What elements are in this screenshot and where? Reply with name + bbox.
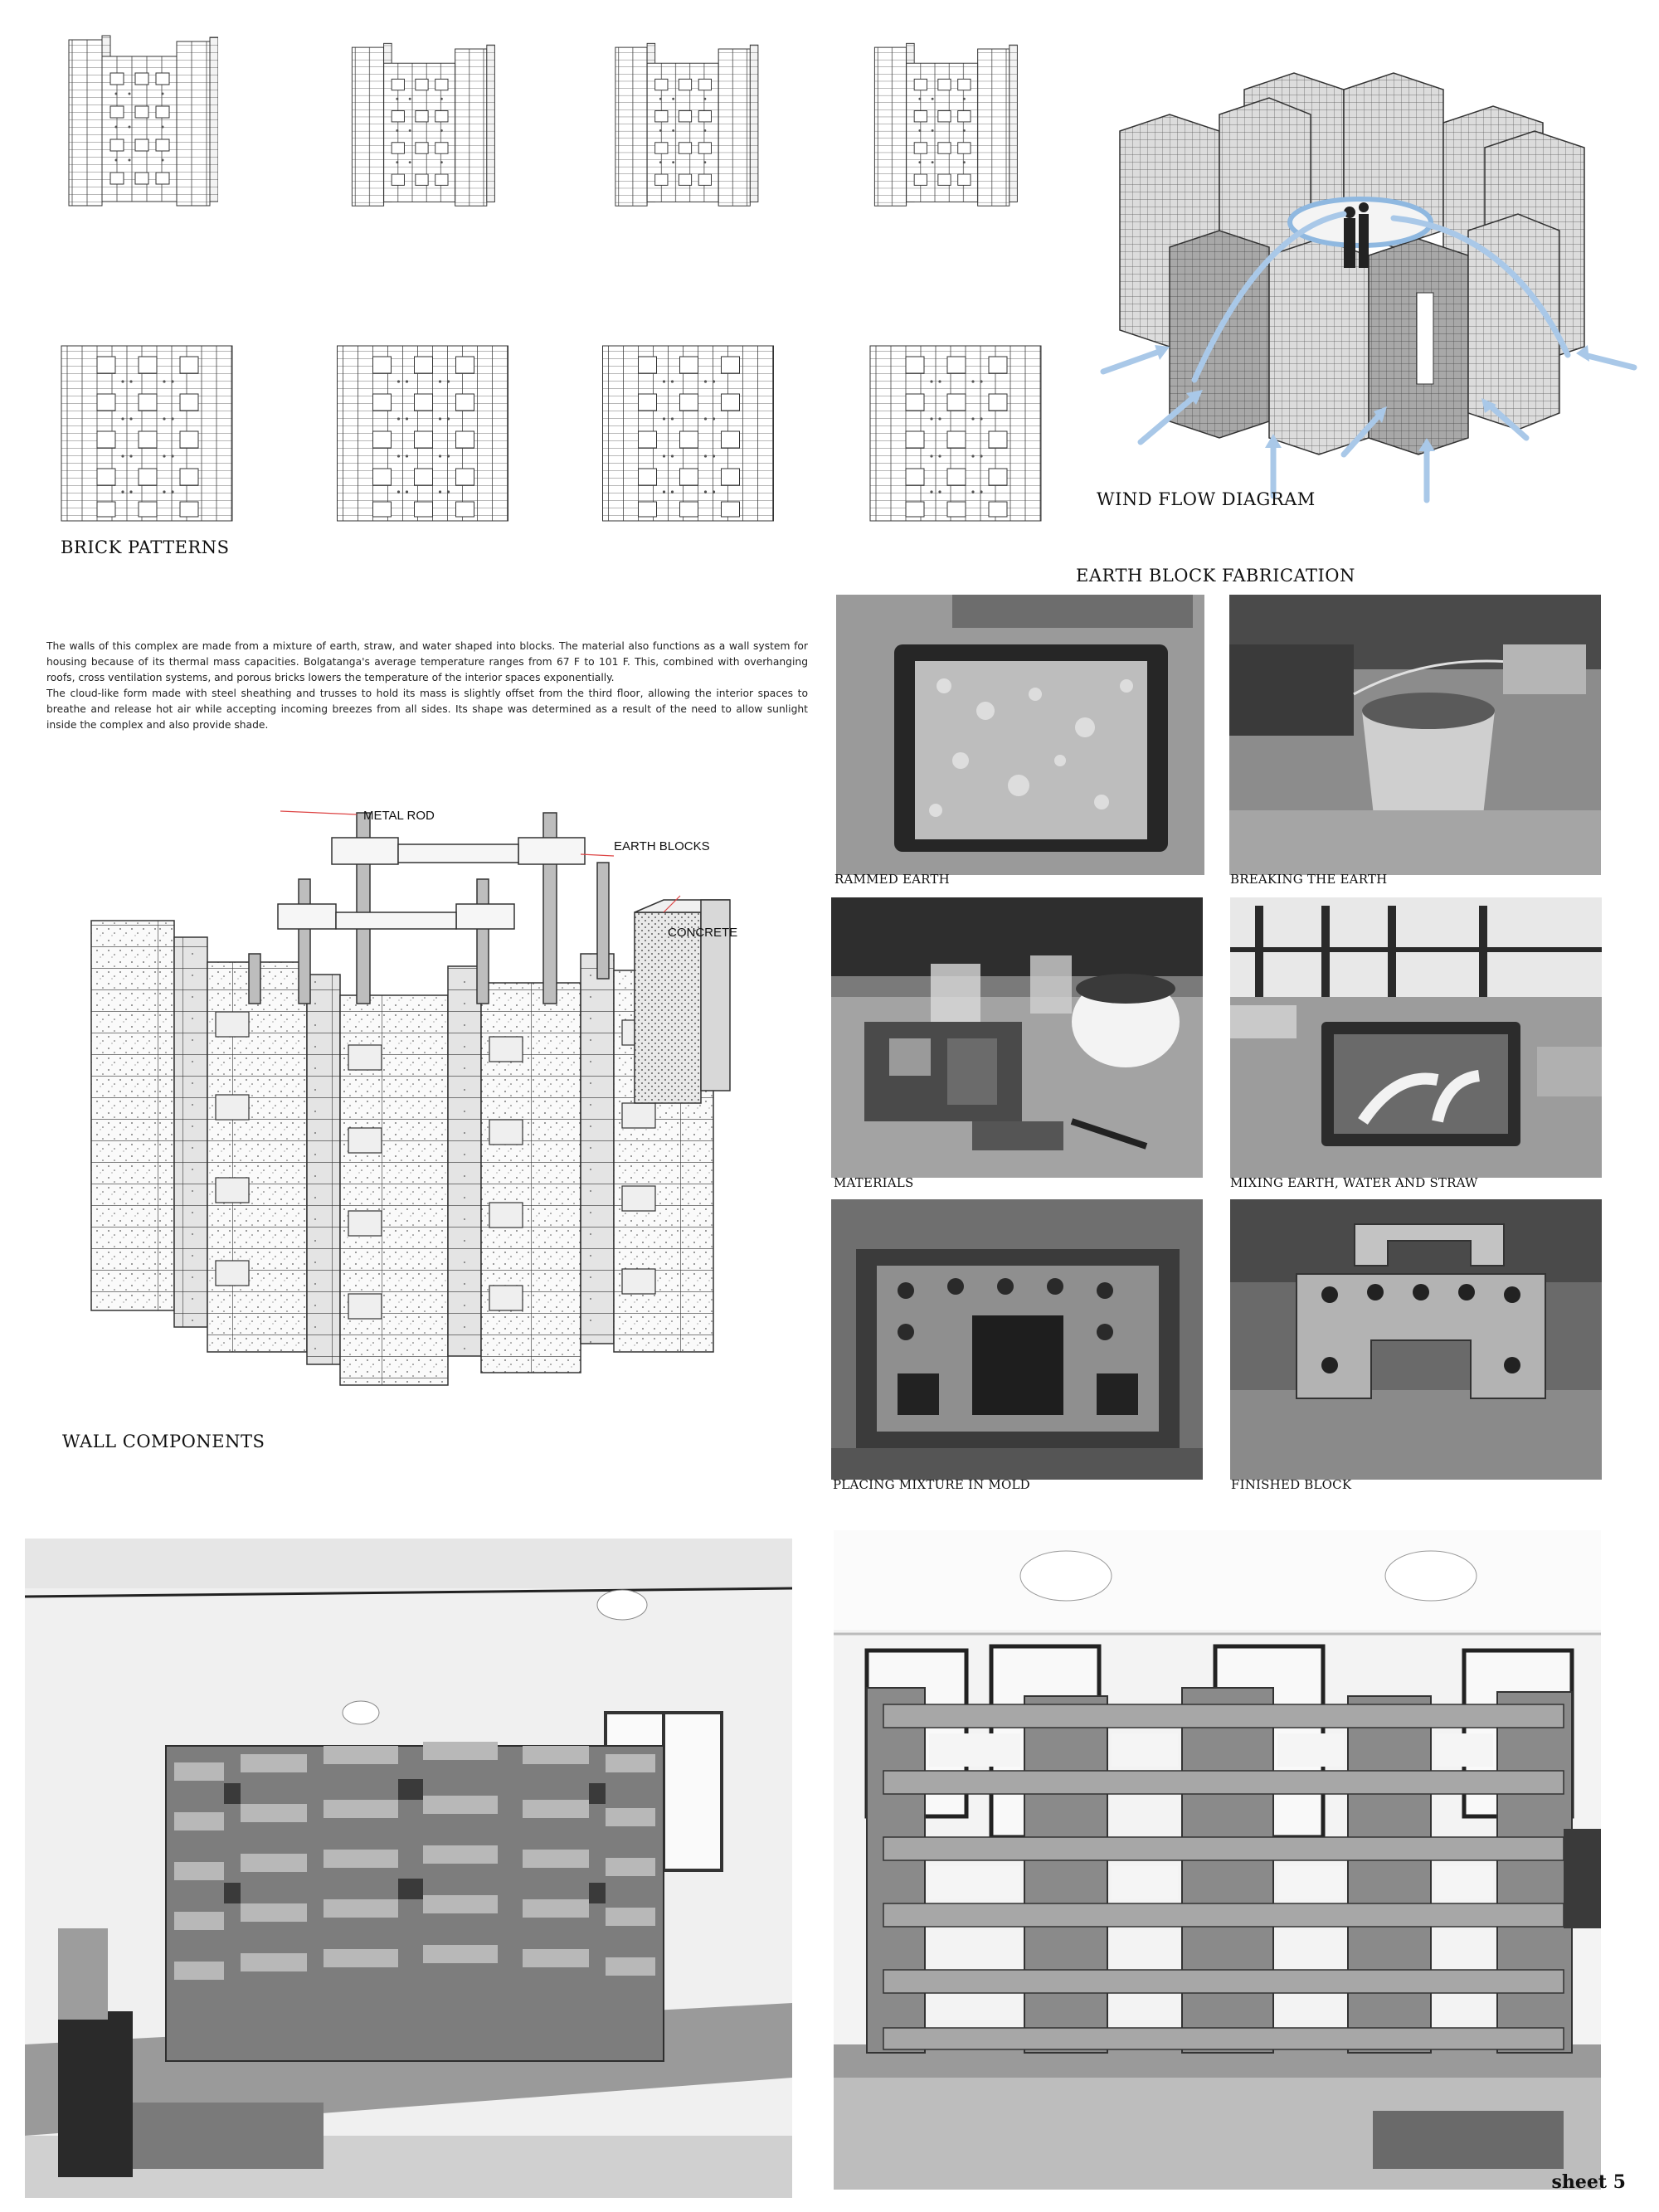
wind-flow-title: WIND FLOW DIAGRAM: [1097, 489, 1316, 509]
brick-pattern-iso-3: [604, 32, 766, 210]
brick-pattern-elev-1: [60, 344, 234, 523]
caption-placing-mixture: PLACING MIXTURE IN MOLD: [833, 1477, 1030, 1492]
callout-concrete: CONCRETE: [668, 926, 738, 940]
description-paragraph-1: The walls of this complex are made from a mixture of earth, straw, and water shaped into blocks. The material also functions as a wall system for housing because of its thermal mass capacities. Bolgatanga's average temperature ranges from 67 F to 101 F. This, combined with overhanging roofs, cross ventilation systems, and porous bricks lowers the temperature of the interior spaces exponentially.: [46, 640, 808, 683]
caption-breaking-the-earth: BREAKING THE EARTH: [1230, 872, 1388, 887]
caption-finished-block: FINISHED BLOCK: [1231, 1477, 1352, 1492]
caption-mixing: MIXING EARTH, WATER AND STRAW: [1230, 1175, 1478, 1190]
caption-materials: MATERIALS: [834, 1175, 914, 1190]
photo-materials: [831, 897, 1203, 1178]
wall-components-drawing: [83, 796, 796, 1393]
description-paragraph-2: The cloud-like form made with steel sheathing and trusses to hold its mass is slightly offset from the third floor, allowing the interior spaces to breathe and release hot air while accepting incoming breezes from all sides. Its shape was determined as a result of the need to allow sunlight inside the complex and also provide shade.: [46, 688, 808, 731]
photo-finished-block: [1230, 1199, 1602, 1480]
description-text: [46, 639, 808, 733]
wall-components-title: WALL COMPONENTS: [62, 1432, 265, 1451]
photo-rammed-earth: [836, 595, 1204, 875]
brick-pattern-elev-4: [864, 344, 1047, 523]
brick-pattern-elev-2: [333, 344, 512, 523]
photo-model-front: [834, 1530, 1601, 2190]
photo-mixing: [1230, 897, 1602, 1178]
brick-patterns-title: BRICK PATTERNS: [61, 537, 230, 557]
photo-breaking-the-earth: [1229, 595, 1601, 875]
brick-pattern-iso-4: [869, 32, 1019, 210]
brick-pattern-elev-3: [599, 344, 777, 523]
caption-rammed-earth: RAMMED EARTH: [834, 872, 950, 887]
brick-pattern-iso-1: [65, 23, 218, 210]
brick-pattern-iso-2: [338, 32, 504, 210]
earth-block-fabrication-title: EARTH BLOCK FABRICATION: [1076, 566, 1355, 586]
callout-metal-rod: METAL ROD: [363, 809, 435, 823]
photo-placing-mixture: [831, 1199, 1203, 1480]
callout-earth-blocks: EARTH BLOCKS: [614, 839, 710, 853]
sheet-number: sheet 5: [1551, 2171, 1626, 2193]
wind-flow-diagram: [1095, 65, 1642, 504]
photo-model-perspective: [25, 1539, 792, 2198]
